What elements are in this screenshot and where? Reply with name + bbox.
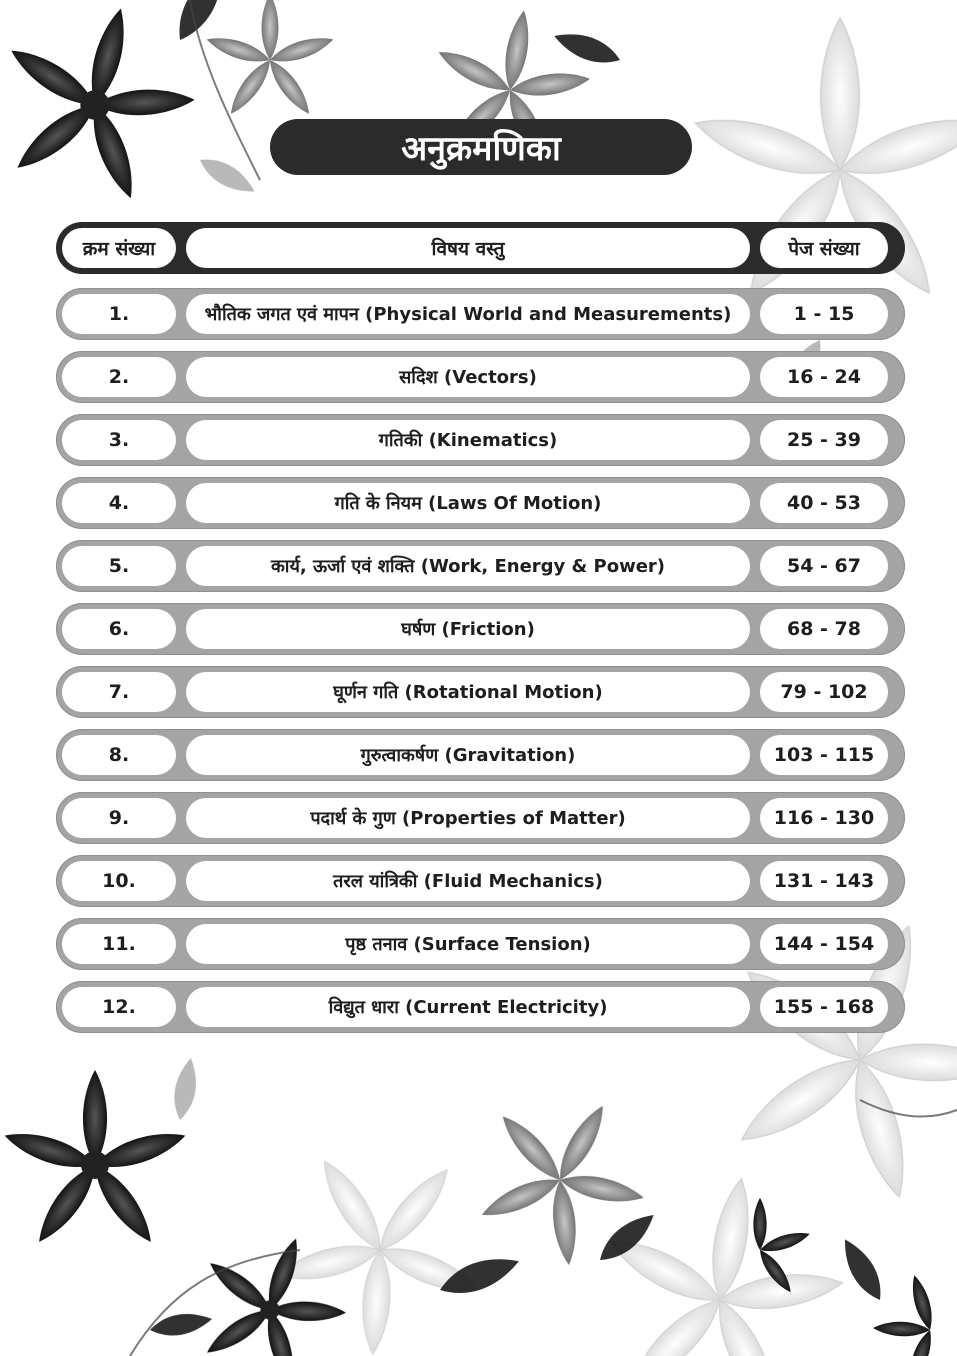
row-subject[interactable]: घर्षण (Friction): [186, 609, 750, 649]
toc-row[interactable]: [56, 540, 905, 592]
row-pages: 116 - 130: [760, 798, 888, 838]
toc-row[interactable]: [56, 288, 905, 340]
row-serial: 12.: [62, 987, 176, 1027]
row-subject[interactable]: गति के नियम (Laws Of Motion): [186, 483, 750, 523]
row-subject[interactable]: पदार्थ के गुण (Properties of Matter): [186, 798, 750, 838]
toc-row[interactable]: [56, 918, 905, 970]
toc-row[interactable]: [56, 855, 905, 907]
row-subject[interactable]: घूर्णन गति (Rotational Motion): [186, 672, 750, 712]
row-serial: 10.: [62, 861, 176, 901]
row-subject[interactable]: विद्युत धारा (Current Electricity): [186, 987, 750, 1027]
row-pages: 68 - 78: [760, 609, 888, 649]
row-pages: 40 - 53: [760, 483, 888, 523]
row-pages: 155 - 168: [760, 987, 888, 1027]
toc-row[interactable]: [56, 477, 905, 529]
row-serial: 9.: [62, 798, 176, 838]
header-subject: विषय वस्तु: [186, 228, 750, 268]
row-serial: 11.: [62, 924, 176, 964]
row-subject[interactable]: भौतिक जगत एवं मापन (Physical World and Measurements): [186, 294, 750, 334]
row-pages: 54 - 67: [760, 546, 888, 586]
row-pages: 16 - 24: [760, 357, 888, 397]
toc-header-row: [56, 222, 905, 274]
header-pages: पेज संख्या: [760, 228, 888, 268]
toc-row[interactable]: [56, 603, 905, 655]
toc-row[interactable]: [56, 981, 905, 1033]
row-serial: 7.: [62, 672, 176, 712]
row-pages: 131 - 143: [760, 861, 888, 901]
header-serial: क्रम संख्या: [62, 228, 176, 268]
row-pages: 103 - 115: [760, 735, 888, 775]
row-subject[interactable]: तरल यांत्रिकी (Fluid Mechanics): [186, 861, 750, 901]
page-title: [270, 119, 692, 175]
row-serial: 3.: [62, 420, 176, 460]
toc-row[interactable]: [56, 351, 905, 403]
row-pages: 1 - 15: [760, 294, 888, 334]
row-subject[interactable]: कार्य, ऊर्जा एवं शक्ति (Work, Energy & Power): [186, 546, 750, 586]
row-serial: 4.: [62, 483, 176, 523]
row-serial: 2.: [62, 357, 176, 397]
row-serial: 1.: [62, 294, 176, 334]
row-subject[interactable]: गतिकी (Kinematics): [186, 420, 750, 460]
row-subject[interactable]: सदिश (Vectors): [186, 357, 750, 397]
row-pages: 25 - 39: [760, 420, 888, 460]
row-pages: 79 - 102: [760, 672, 888, 712]
toc-row[interactable]: [56, 729, 905, 781]
row-serial: 8.: [62, 735, 176, 775]
toc-row[interactable]: [56, 666, 905, 718]
row-subject[interactable]: गुरुत्वाकर्षण (Gravitation): [186, 735, 750, 775]
title-text: अनुक्रमणिका: [401, 129, 561, 169]
toc-row[interactable]: [56, 792, 905, 844]
toc-row[interactable]: [56, 414, 905, 466]
row-pages: 144 - 154: [760, 924, 888, 964]
row-serial: 6.: [62, 609, 176, 649]
row-serial: 5.: [62, 546, 176, 586]
row-subject[interactable]: पृष्ठ तनाव (Surface Tension): [186, 924, 750, 964]
